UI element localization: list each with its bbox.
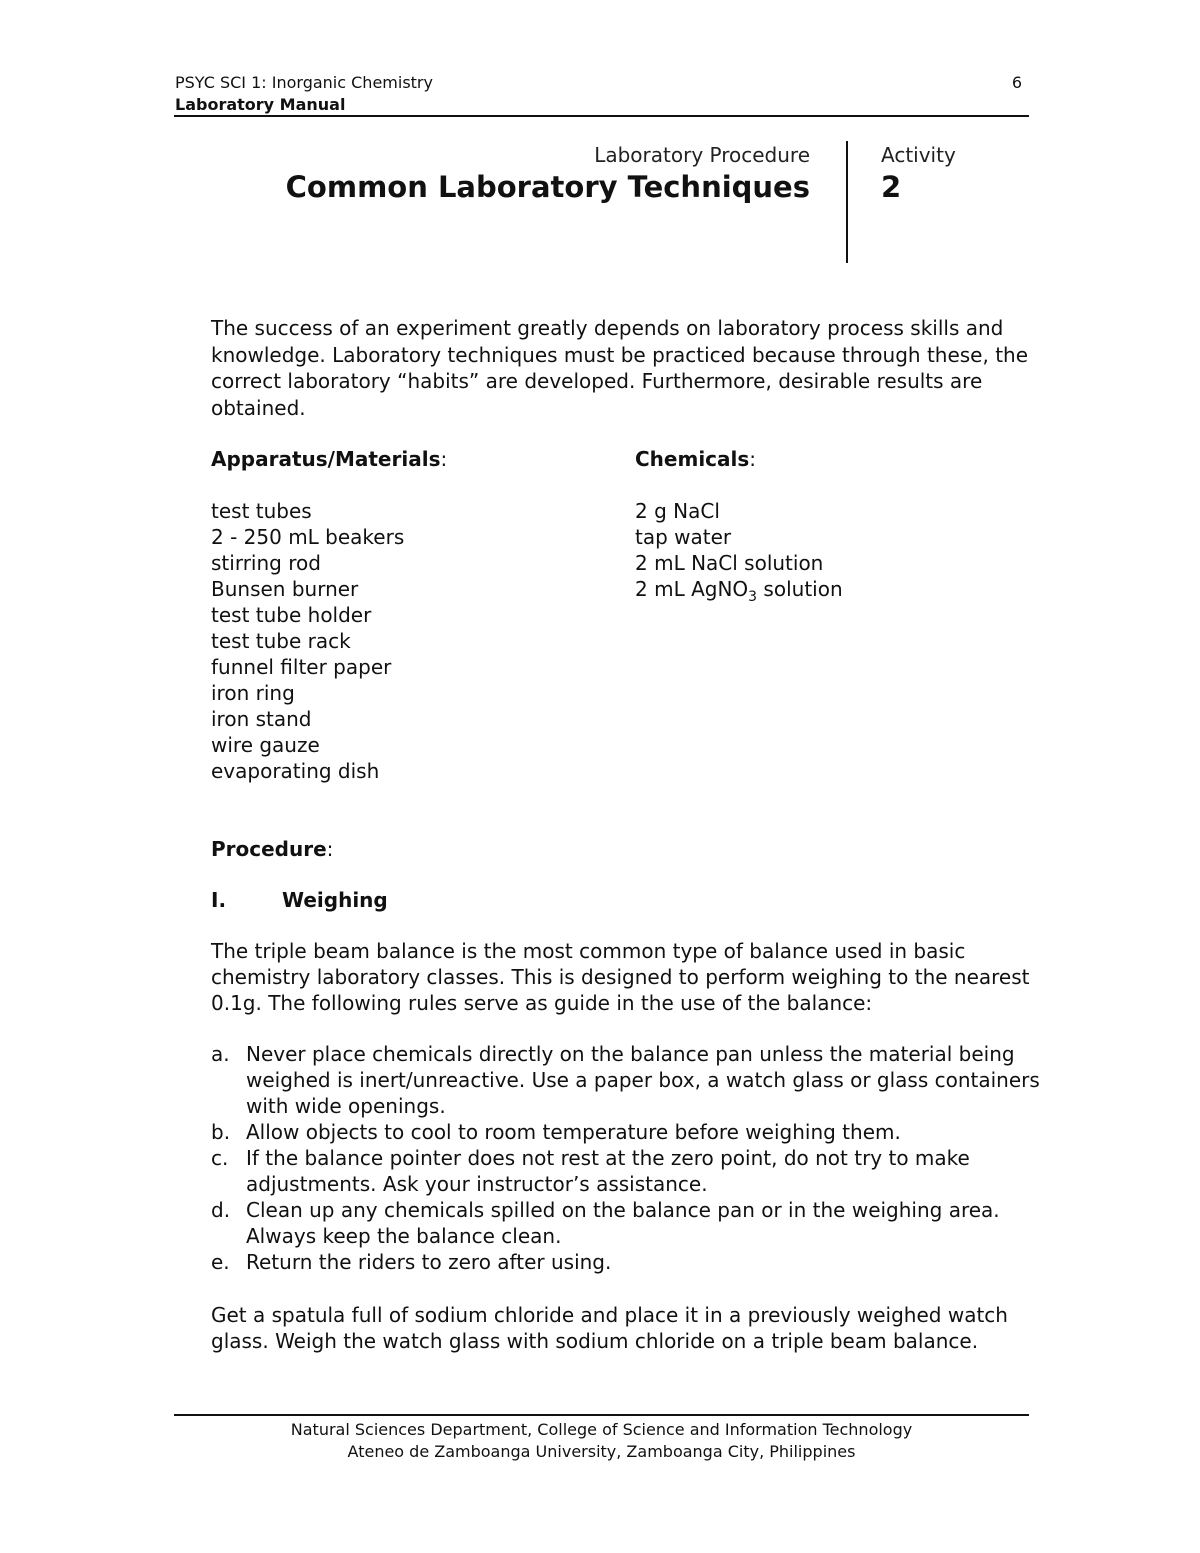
activity-label: Activity xyxy=(881,143,956,167)
rule-label: d. xyxy=(211,1198,231,1222)
chemicals-section xyxy=(635,446,843,605)
closing-paragraph: Get a spatula full of sodium chloride and place it in a previously weighed watch glass. Weigh the watch glass with sodium chloride on a triple beam balance. xyxy=(211,1303,1008,1353)
chemical-item: 2 mL NaCl solution xyxy=(635,551,824,575)
chemicals-heading: Chemicals xyxy=(635,447,750,471)
rule-label: a. xyxy=(211,1042,230,1066)
chemicals-heading-colon: : xyxy=(749,447,757,471)
rule-label: b. xyxy=(211,1120,231,1144)
course-title: PSYC SCI 1: Inorganic Chemistry xyxy=(175,73,433,92)
rule-label: e. xyxy=(211,1250,230,1274)
rule-item xyxy=(211,1041,1071,1119)
weighing-paragraph: The triple beam balance is the most common type of balance used in basic chemistry laboratory classes. This is designed to perform weighing to the nearest 0.1g. The following rules serve as guide in the use of the balance: xyxy=(211,939,1030,1015)
apparatus-item: 2 - 250 mL beakers xyxy=(211,525,405,549)
rule-text: Allow objects to cool to room temperature before weighing them. xyxy=(246,1120,901,1144)
apparatus-item: test tube holder xyxy=(211,603,372,627)
footer-university: Ateneo de Zamboanga University, Zamboanga City, Philippines xyxy=(347,1442,856,1461)
chemicals-list xyxy=(635,498,843,576)
balance-rules-list xyxy=(211,1041,1071,1275)
apparatus-item: test tubes xyxy=(211,499,312,523)
section-number: I. xyxy=(211,888,227,912)
apparatus-list xyxy=(211,498,447,784)
weighing-heading xyxy=(211,888,388,912)
rule-item xyxy=(211,1197,1071,1249)
chemical-item-agno3 xyxy=(635,576,843,605)
procedure-heading: Procedure xyxy=(211,837,327,861)
apparatus-item: iron stand xyxy=(211,707,312,731)
procedure-heading-colon: : xyxy=(326,837,334,861)
title-divider xyxy=(846,141,848,263)
agno3-suffix: solution xyxy=(757,577,843,601)
footer-department: Natural Sciences Department, College of Science and Information Technology xyxy=(290,1420,913,1439)
apparatus-item: evaporating dish xyxy=(211,759,380,783)
rule-text: Return the riders to zero after using. xyxy=(246,1250,612,1274)
rule-text: Never place chemicals directly on the balance pan unless the material being weighed is inert/unreactive. Use a paper box, a watch glass or glass containers with wide openings. xyxy=(246,1042,1040,1118)
activity-number: 2 xyxy=(881,170,902,204)
agno3-subscript: 3 xyxy=(748,589,758,605)
apparatus-item: Bunsen burner xyxy=(211,577,359,601)
rule-item xyxy=(211,1145,1071,1197)
apparatus-heading: Apparatus/Materials xyxy=(211,447,441,471)
rule-text: Clean up any chemicals spilled on the balance pan or in the weighing area. Always keep the balance clean. xyxy=(246,1198,1000,1248)
intro-paragraph: The success of an experiment greatly depends on laboratory process skills and knowledge. Laboratory techniques must be practiced because through these, the correct laboratory “habits” are developed. Furthermore, desirable results are obtained. xyxy=(211,316,1029,420)
rule-item xyxy=(211,1119,1071,1145)
apparatus-item: test tube rack xyxy=(211,629,351,653)
section-title: Weighing xyxy=(282,888,388,912)
page-number: 6 xyxy=(1011,73,1022,92)
apparatus-item: stirring rod xyxy=(211,551,321,575)
rule-item xyxy=(211,1249,1071,1275)
apparatus-item: iron ring xyxy=(211,681,295,705)
header-divider xyxy=(174,115,1029,117)
apparatus-heading-colon: : xyxy=(440,447,448,471)
apparatus-item: wire gauze xyxy=(211,733,320,757)
apparatus-section xyxy=(211,446,447,784)
chemical-item: 2 g NaCl xyxy=(635,499,720,523)
apparatus-item: funnel filter paper xyxy=(211,655,392,679)
footer-divider xyxy=(174,1414,1029,1416)
procedure-label: Laboratory Procedure xyxy=(594,143,810,167)
chemical-item: tap water xyxy=(635,525,732,549)
manual-title: Laboratory Manual xyxy=(175,95,346,114)
rule-label: c. xyxy=(211,1146,229,1170)
rule-text: If the balance pointer does not rest at the zero point, do not try to make adjustments. Ask your instructor’s assistance. xyxy=(246,1146,970,1196)
procedure-heading-row xyxy=(211,837,333,861)
agno3-prefix: 2 mL AgNO xyxy=(635,577,749,601)
page-title: Common Laboratory Techniques xyxy=(285,170,810,204)
